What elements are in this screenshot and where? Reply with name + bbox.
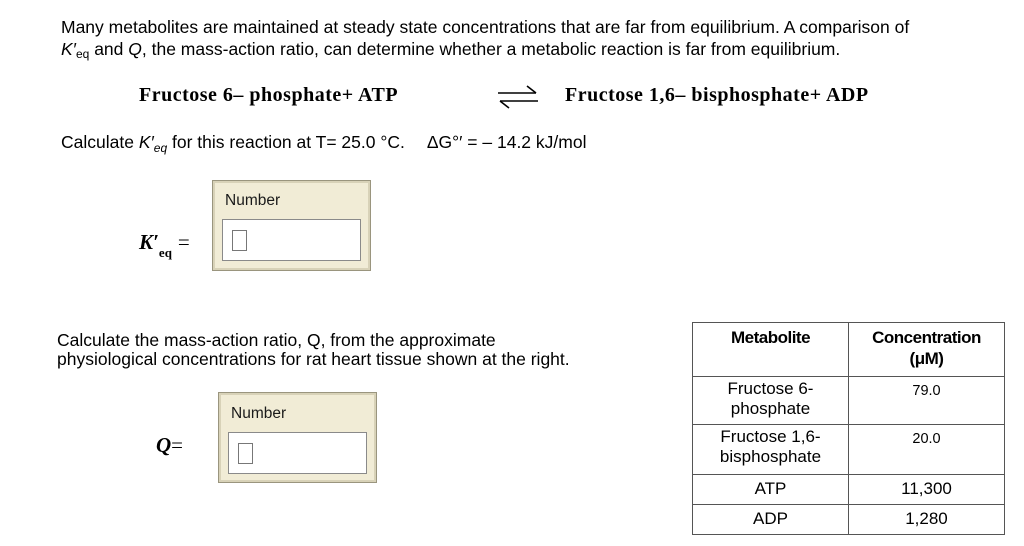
intro-line-1: Many metabolites are maintained at steady state concentrations that are far from equilibrium. A comparison of [61, 17, 910, 37]
concentration-table [692, 322, 1005, 535]
keq-symbol: K′ [61, 39, 76, 59]
intro-paragraph [61, 16, 1021, 60]
input-placeholder-icon [232, 230, 247, 251]
keq-box-label: Number [225, 192, 281, 209]
reaction-reactants: Fructose 6– phosphate+ ATP [139, 84, 399, 106]
q-box-label: Number [231, 405, 287, 422]
keq-subscript: eq [75, 47, 90, 61]
metabolite-name: Fructose 1,6- bisphosphate [693, 425, 849, 475]
keq-symbol: K′ [138, 132, 154, 152]
q-symbol: Q [128, 39, 142, 59]
keq-input[interactable] [222, 219, 361, 261]
metabolite-concentration: 79.0 [849, 377, 1005, 425]
table-row [693, 475, 1005, 505]
keq-answer-label: $K'_{eq}$ = [139, 230, 190, 260]
table-row [693, 377, 1005, 425]
reaction-products: Fructose 1,6– bisphosphate+ ADP [565, 84, 869, 106]
input-placeholder-icon [238, 443, 253, 464]
metabolite-name: Fructose 6- phosphate [693, 377, 849, 425]
question-q: Calculate the mass-action ratio, Q, from the approximate physiological concentrations for rat heart tissue shown at the right. [57, 330, 570, 369]
q-input[interactable] [228, 432, 367, 474]
question-keq: Calculate $K'_{eq}$ for this reaction at T= 25.0 °C. ΔG°′ = – 14.2 kJ/mol [61, 132, 587, 155]
metabolite-concentration: 20.0 [849, 425, 1005, 475]
table-row [693, 425, 1005, 475]
header-concentration: Concentration (μM) [849, 323, 1005, 377]
metabolite-name: ADP [693, 505, 849, 535]
metabolite-name: ATP [693, 475, 849, 505]
q-answer-label: Q= [156, 433, 184, 457]
equilibrium-arrows-icon [494, 82, 542, 112]
header-metabolite: Metabolite [693, 323, 849, 377]
table-row [693, 505, 1005, 535]
keq-answer-box [212, 180, 371, 271]
metabolite-concentration: 1,280 [849, 505, 1005, 535]
delta-g-value: ΔG°′ = – 14.2 kJ/mol [426, 132, 587, 152]
table-header-row [693, 323, 1005, 377]
intro-line-2: $K'_{eq}$ and Q, the mass-action ratio, can determine whether a metabolic reaction is far from equilibrium. [61, 39, 841, 61]
q-answer-box [218, 392, 377, 483]
metabolite-concentration: 11,300 [849, 475, 1005, 505]
